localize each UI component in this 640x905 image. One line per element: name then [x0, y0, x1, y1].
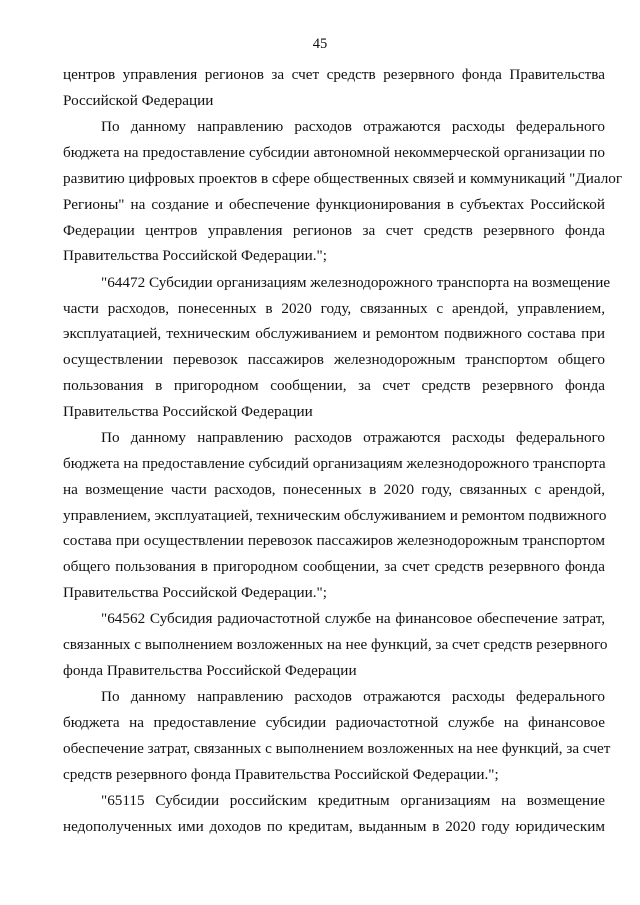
- text-line: центров управления регионов за счет средств резервного фонда Правительства: [63, 66, 605, 83]
- text-line: части расходов, понесенных в 2020 году, связанных с арендой, управлением,: [63, 299, 605, 317]
- text-line: общего пользования в пригородном сообщении, за счет средств резервного фонда: [63, 558, 605, 576]
- text-line: бюджета на предоставление субсидии автономной некоммерческой организации по: [63, 144, 605, 162]
- paragraph-continuation: [63, 62, 605, 114]
- text-line: средств резервного фонда Правительства Российской Федерации.";: [63, 765, 499, 783]
- text-line: связанных с выполнением возложенных на нее функций, за счет средств резервного: [63, 636, 608, 654]
- text-line: фонда Правительства Российской Федерации: [63, 661, 357, 679]
- text-line: Регионы" на создание и обеспечение функционирования в субъектах Российской: [63, 195, 605, 213]
- paragraph-code-64562: [63, 606, 608, 683]
- text-line: "64562 Субсидия радиочастотной службе на финансовое обеспечение затрат,: [101, 610, 605, 628]
- document-body: [63, 62, 623, 840]
- text-line: развитию цифровых проектов в сфере общественных связей и коммуникаций "Диалог: [63, 169, 623, 187]
- text-line: обеспечение затрат, связанных с выполнением возложенных на нее функций, за счет: [63, 739, 611, 757]
- paragraph-description: [63, 114, 623, 269]
- text-line: бюджета на предоставление субсидии радиочастотной службе на финансовое: [63, 714, 605, 732]
- text-line: пользования в пригородном сообщении, за счет средств резервного фонда: [63, 376, 605, 394]
- text-line: осуществлении перевозок пассажиров железнодорожным транспортом общего: [63, 351, 605, 369]
- paragraph-code-64472: [63, 270, 611, 425]
- text-line: Правительства Российской Федерации.";: [63, 247, 327, 265]
- text-line: эксплуатацией, техническим обслуживанием и ремонтом подвижного состава при: [63, 325, 605, 343]
- text-line: недополученных ими доходов по кредитам, выданным в 2020 году юридическим: [63, 817, 605, 835]
- text-line: По данному направлению расходов отражаются расходы федерального: [101, 688, 605, 706]
- text-line: Правительства Российской Федерации.";: [63, 583, 327, 601]
- text-line: Федерации центров управления регионов за счет средств резервного фонда: [63, 221, 605, 239]
- text-line: управлением, эксплуатацией, техническим обслуживанием и ремонтом подвижного: [63, 506, 607, 524]
- text-line: "65115 Субсидии российским кредитным организациям на возмещение: [101, 792, 605, 810]
- text-line: По данному направлению расходов отражаются расходы федерального: [101, 429, 605, 447]
- paragraph-description: [63, 425, 605, 606]
- text-line: По данному направлению расходов отражаются расходы федерального: [101, 118, 605, 136]
- text-line: состава при осуществлении перевозок пассажиров железнодорожным транспортом: [63, 532, 605, 550]
- paragraph-code-65115: [63, 788, 605, 840]
- paragraph-description: [63, 684, 611, 787]
- text-line: Правительства Российской Федерации: [63, 402, 313, 420]
- text-line: бюджета на предоставление субсидий организациям железнодорожного транспорта: [63, 454, 606, 472]
- text-line: Российской Федерации: [63, 91, 214, 109]
- text-line: "64472 Субсидии организациям железнодорожного транспорта на возмещение: [101, 273, 611, 291]
- page-number: 45: [312, 36, 328, 52]
- text-line: на возмещение части расходов, понесенных в 2020 году, связанных с арендой,: [63, 480, 605, 498]
